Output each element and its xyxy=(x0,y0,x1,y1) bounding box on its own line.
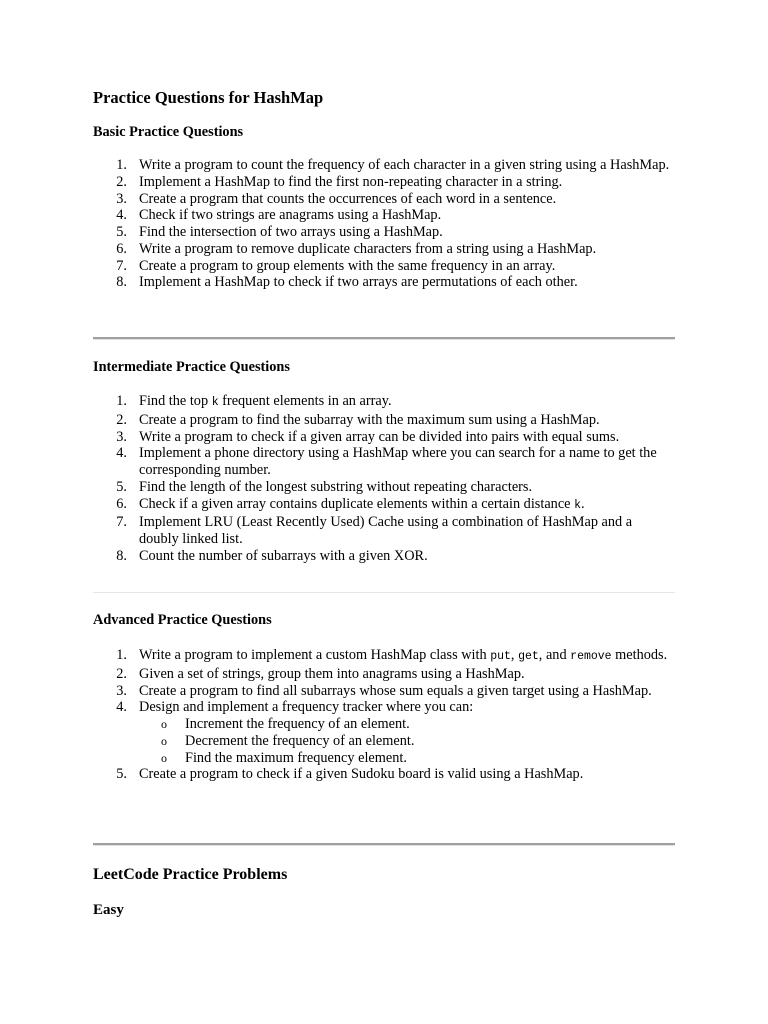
bullet-icon: o xyxy=(161,733,167,748)
list-item: 7. Implement LRU (Least Recently Used) Cache using a combination of HashMap and a doubly linked list. xyxy=(116,514,633,547)
list-item: 3. Write a program to check if a given array can be divided into pairs with equal sums. xyxy=(116,428,620,445)
list-item: 2. Create a program to find the subarray with the maximum sum using a HashMap. xyxy=(116,411,600,428)
section-divider xyxy=(93,337,675,340)
list-item: 4. Design and implement a frequency tracker where you can: o Increment the frequency of an element. o Decrement the frequency of an element. o Find the maximum frequency element. xyxy=(93,699,675,766)
list-item: 8. Implement a HashMap to check if two arrays are permutations of each other. xyxy=(116,274,578,291)
intermediate-questions-list xyxy=(93,393,675,565)
list-item: 2. Implement a HashMap to find the first non-repeating character in a string. xyxy=(116,173,563,190)
section-heading-leetcode: LeetCode Practice Problems xyxy=(93,866,288,883)
list-item: 4. Implement a phone directory using a HashMap where you can search for a name to get the corresponding number. xyxy=(116,445,657,478)
sub-list-item: o Increment the frequency of an element. xyxy=(161,716,410,732)
list-item: 6. Write a program to remove duplicate characters from a string using a HashMap. xyxy=(116,240,597,257)
section-divider xyxy=(93,592,675,593)
section-divider xyxy=(93,843,675,846)
subheading-easy: Easy xyxy=(93,902,124,918)
basic-questions-list xyxy=(93,157,675,291)
list-item: 1. Write a program to implement a custom HashMap class with put, get, and remove methods. xyxy=(116,647,668,663)
list-item: 3. Create a program that counts the occurrences of each word in a sentence. xyxy=(116,190,557,207)
advanced-questions-list xyxy=(93,647,675,783)
list-item: 2. Given a set of strings, group them into anagrams using a HashMap. xyxy=(116,665,525,682)
bullet-icon: o xyxy=(161,750,167,765)
list-item: 1. Write a program to count the frequency of each character in a given string using a HashMap. xyxy=(116,157,670,173)
list-item: 6. Check if a given array contains duplicate elements within a certain distance k. xyxy=(116,495,585,512)
list-item: 5. Find the length of the longest substring without repeating characters. xyxy=(116,478,533,495)
page-title: Practice Questions for HashMap xyxy=(93,88,324,107)
list-item: 3. Create a program to find all subarrays whose sum equals a given target using a HashMap. xyxy=(116,682,652,699)
sub-list xyxy=(139,716,675,766)
list-item: 8. Count the number of subarrays with a given XOR. xyxy=(116,547,428,564)
section-heading-intermediate: Intermediate Practice Questions xyxy=(93,359,290,375)
list-item: 5. Find the intersection of two arrays using a HashMap. xyxy=(116,224,443,240)
list-item: 4. Check if two strings are anagrams using a HashMap. xyxy=(116,207,442,224)
bullet-icon: o xyxy=(161,717,167,731)
section-heading-advanced: Advanced Practice Questions xyxy=(93,612,272,628)
list-item: 5. Create a program to check if a given Sudoku board is valid using a HashMap. xyxy=(116,766,584,783)
list-item: 7. Create a program to group elements with the same frequency in an array. xyxy=(116,257,556,274)
sub-list-item: o Find the maximum frequency element. xyxy=(161,749,407,766)
section-heading-basic: Basic Practice Questions xyxy=(93,124,244,140)
sub-list-item: o Decrement the frequency of an element. xyxy=(161,732,415,749)
list-item: 1. Find the top k frequent elements in an array. xyxy=(116,393,392,409)
